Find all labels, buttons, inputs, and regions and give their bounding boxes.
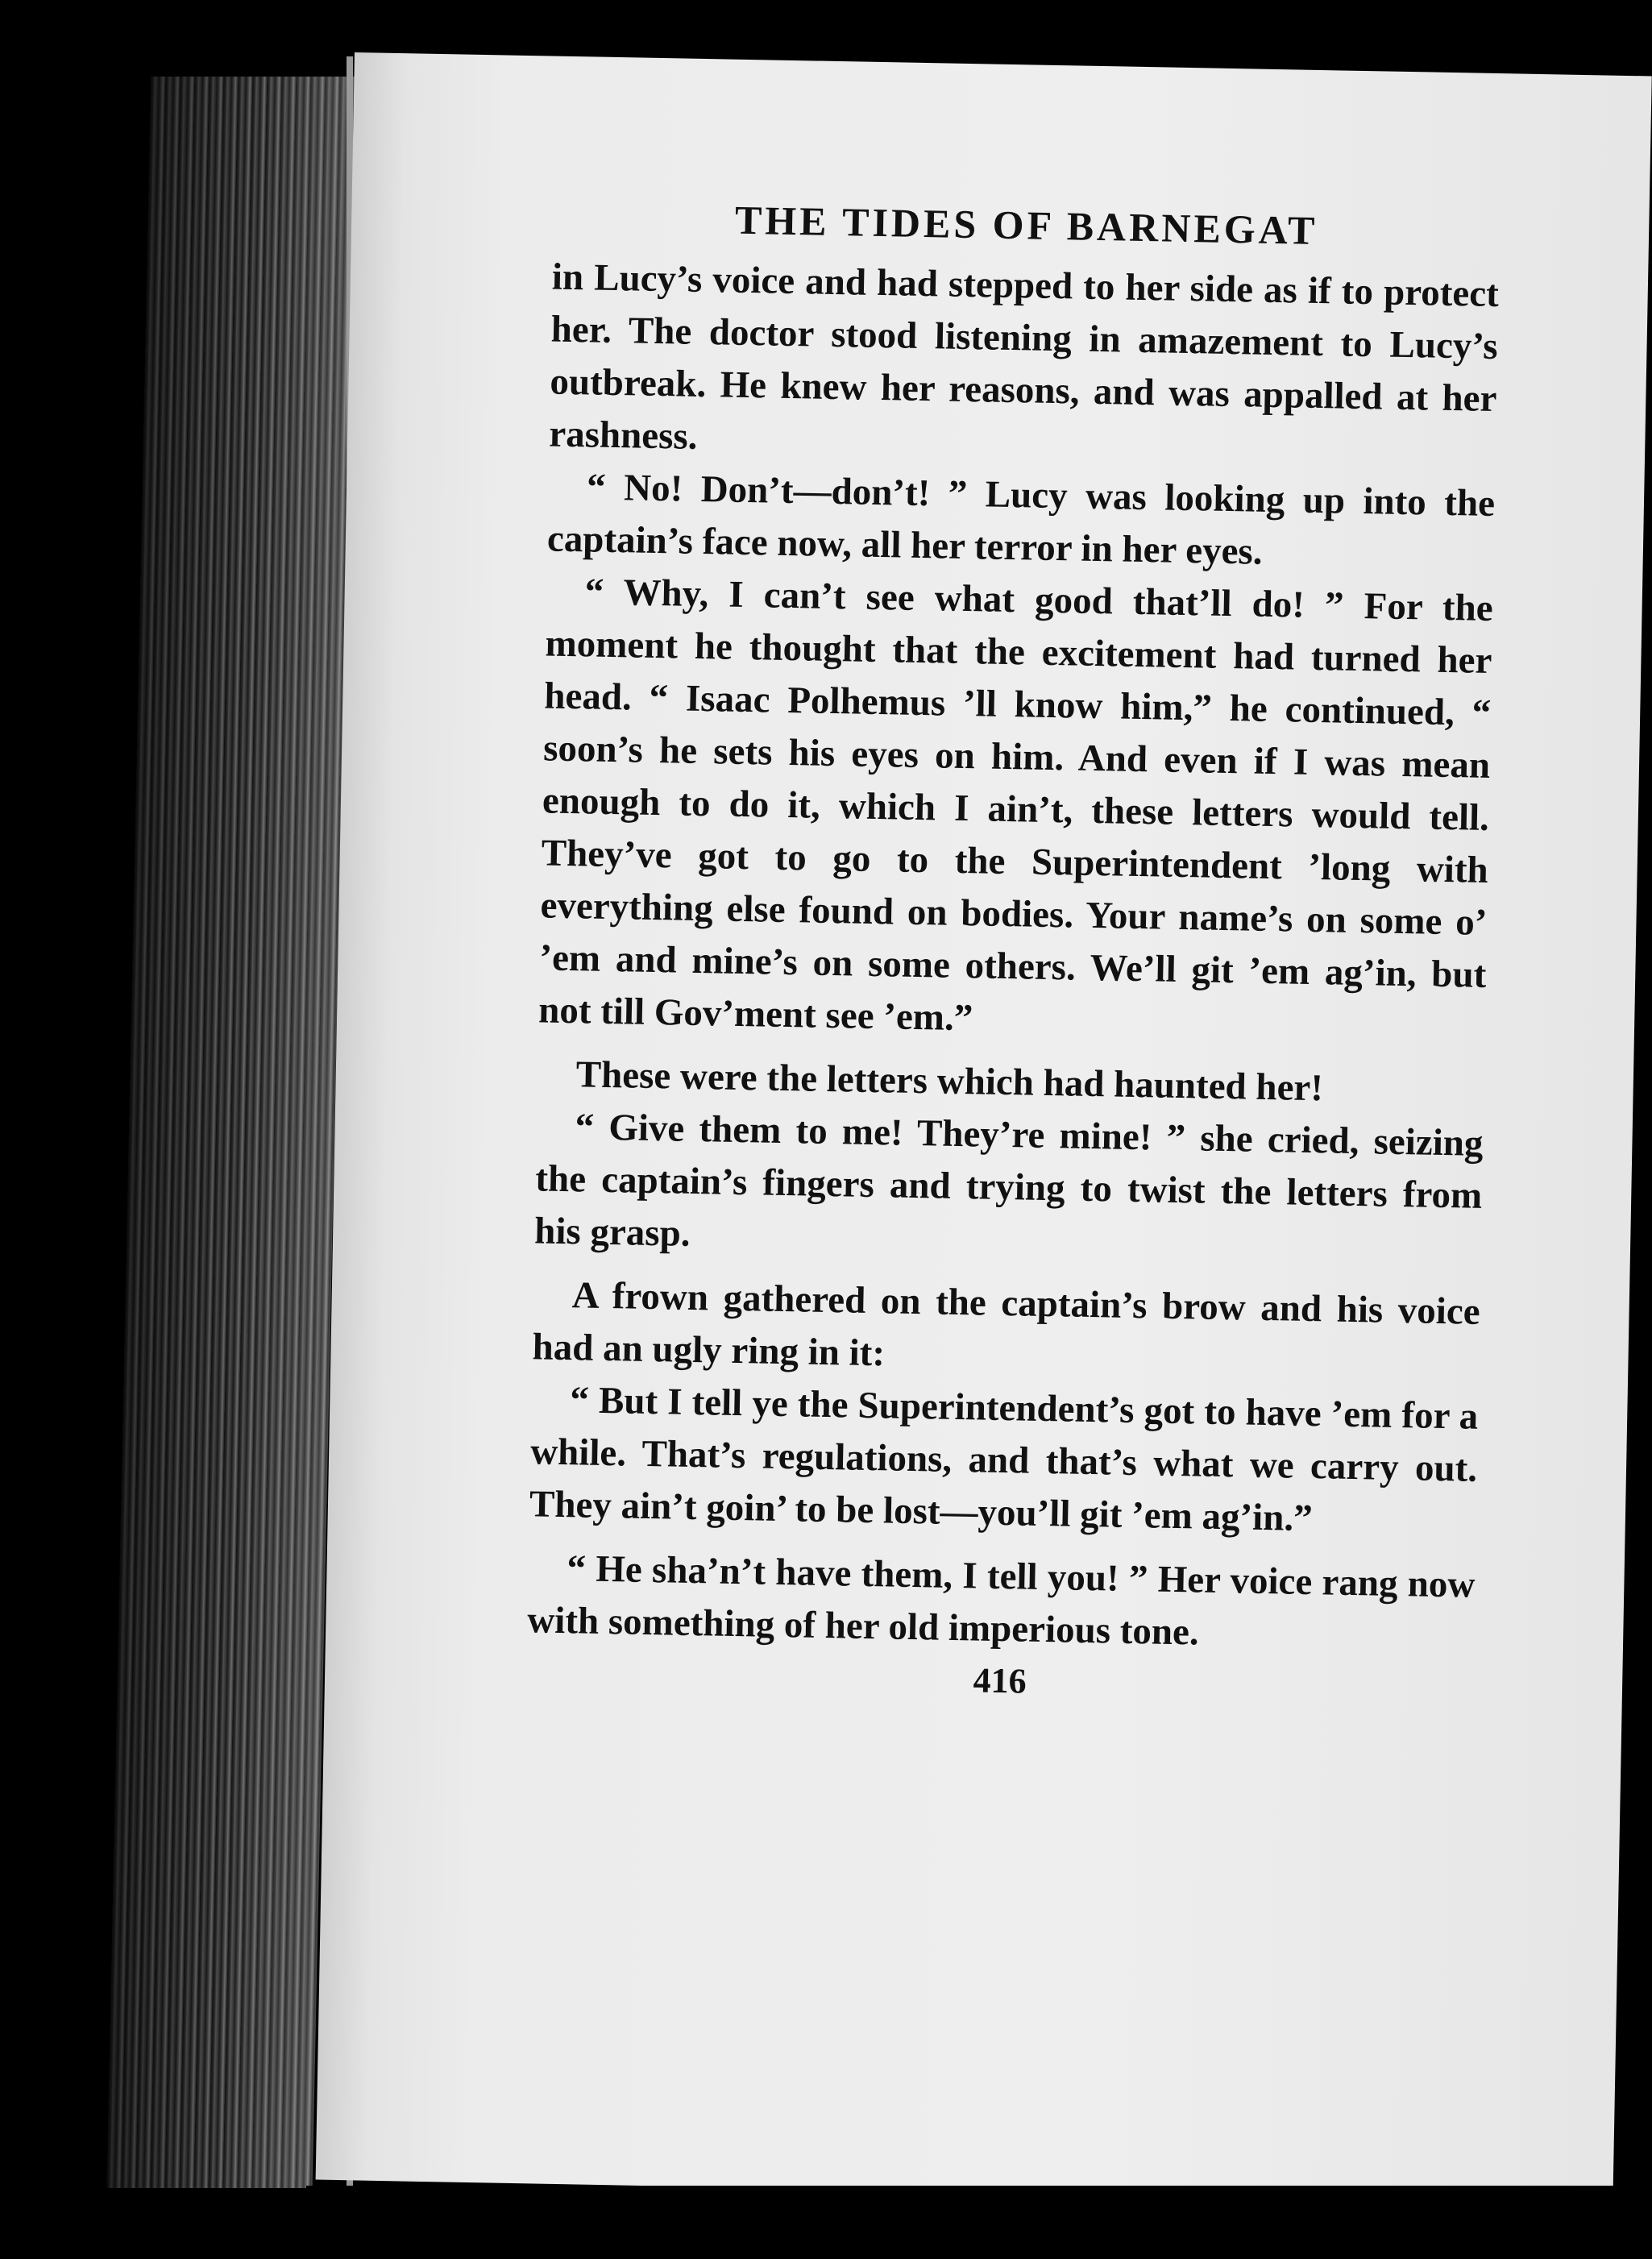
paragraph: “ No! Don’t—don’t! ” Lucy was looking up into the captain’s face now, all her terror in her eyes. [546, 466, 1496, 573]
paragraph: A frown gathered on the captain’s brow and his voice had an ugly ring in it: [532, 1274, 1481, 1375]
running-head: THE TIDES OF BARNEGAT [734, 197, 1318, 253]
page-text-block [526, 193, 1500, 1710]
book-page [316, 52, 1652, 2203]
page-number: 416 [973, 1660, 1027, 1701]
scan-border-bottom [306, 2186, 1652, 2259]
paragraph: “ But I tell ye the Superintendent’s got to have ’em for a while. That’s regulations, and that’s what we carry out. They ain’t goin’ to be lost—you’ll git ’em ag’in.” [529, 1379, 1479, 1540]
paragraph: “ Give them to me! They’re mine! ” she cried, seizing the captain’s fingers and trying to twist the letters from his grasp. [533, 1106, 1484, 1255]
paragraph: “ Why, I can’t see what good that’ll do! ” For the moment he thought that the excitement had turned her head. “ Isaac Polhemus ’ll know him,” he continued, “ soon’s he sets his eyes on him. And even if I was mean enough to do it, which I ain’t, these letters would tell. They’ve got to go to the Superintendent ’long with everything else found on bodies. Your name’s on some o’ ’em and mine’s on some others. We’ll git ’em ag’in, but not till Gov’ment see ’em.” [538, 571, 1494, 1040]
book-page-edges [107, 77, 357, 2188]
paragraph: “ He sha’n’t have them, I tell you! ” Her voice rang now with something of her old imperious tone. [526, 1547, 1476, 1654]
paragraph: These were the letters which had haunted her! [575, 1053, 1324, 1110]
paragraph-continued: in Lucy’s voice and had stepped to her side as if to protect her. The doctor stood listening in amazement to Lucy’s outbreak. He knew her reasons, and was appalled at her rashness. [548, 255, 1500, 458]
